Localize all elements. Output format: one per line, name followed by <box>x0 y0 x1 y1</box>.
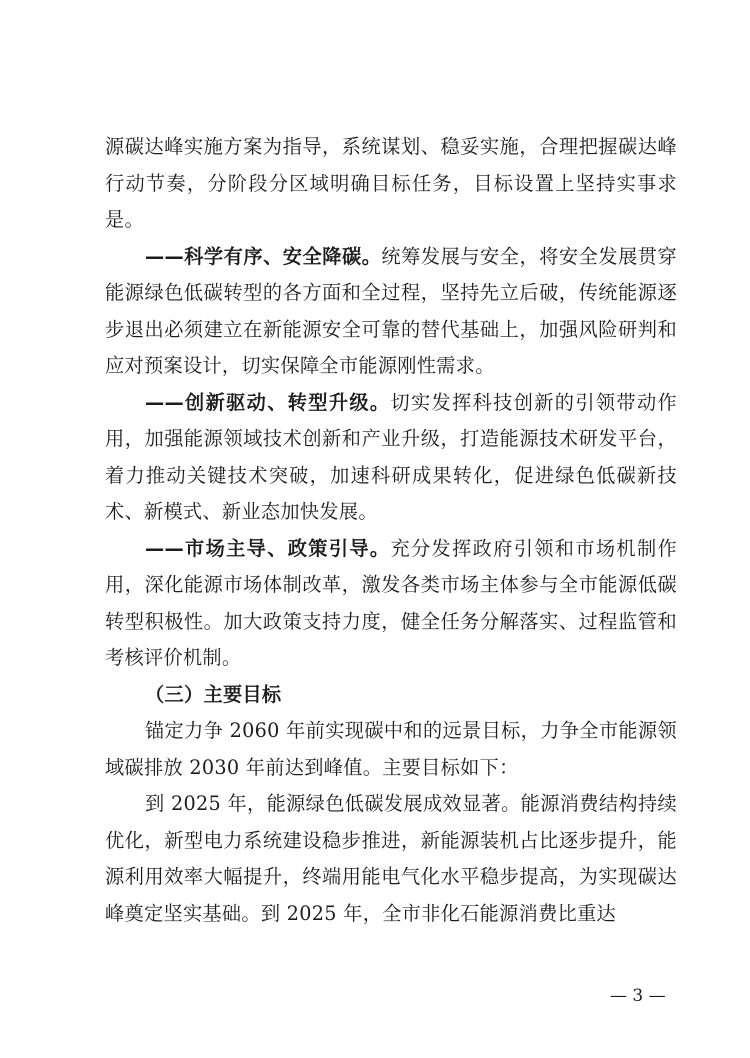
body-text <box>105 129 677 932</box>
paragraph-lead: ——市场主导、政策引导。 <box>145 536 391 560</box>
paragraph-goal-2025: 到 2025 年，能源绿色低碳发展成效显著。能源消费结构持续优化，新型电力系统建设稳步推进，新能源装机占比逐步提升，能源利用效率大幅提升，终端用能电气化水平稳步提高，为实现碳达峰奠定坚实基础。到 2025 年，全市非化石能源消费比重达 <box>105 792 677 925</box>
paragraph-continuation <box>105 129 677 239</box>
paragraph-principle-innovation <box>105 385 677 531</box>
paragraph-principle-safety <box>105 239 677 385</box>
paragraph-text: 源碳达峰实施方案为指导，系统谋划、稳妥实施，合理把握碳达峰行动节奏，分阶段分区域明确目标任务，目标设置上坚持实事求是。 <box>105 135 677 231</box>
paragraph-lead: ——创新驱动、转型升级。 <box>145 390 391 414</box>
section-heading: （三）主要目标 <box>145 682 282 706</box>
paragraph-text: 切实发挥科技创新的引领带动作用，加强能源领域技术创新和产业升级，打造能源技术研发平台，着力推动关键技术突破，加速科研成果转化，促进绿色低碳新技术、新模式、新业态加快发展。 <box>105 390 677 523</box>
paragraph-goal-intro: 锚定力争 2060 年前实现碳中和的远景目标，力争全市能源领域碳排放 2030 年前达到峰值。主要目标如下： <box>105 719 677 779</box>
paragraph-lead: ——科学有序、安全降碳。 <box>145 244 382 268</box>
paragraph-text: 充分发挥政府引领和市场机制作用，深化能源市场体制改革，激发各类市场主体参与全市能源低碳转型积极性。加大政策支持力度，健全任务分解落实、过程监管和考核评价机制。 <box>105 536 677 669</box>
paragraph-principle-market <box>105 531 677 677</box>
paragraph-text: 统筹发展与安全，将安全发展贯穿能源绿色低碳转型的各方面和全过程，坚持先立后破，传统能源逐步退出必须建立在新能源安全可靠的替代基础上，加强风险研判和应对预案设计，切实保障全市能源刚性需求。 <box>105 244 677 377</box>
page-number: — 3 — <box>610 986 666 1006</box>
